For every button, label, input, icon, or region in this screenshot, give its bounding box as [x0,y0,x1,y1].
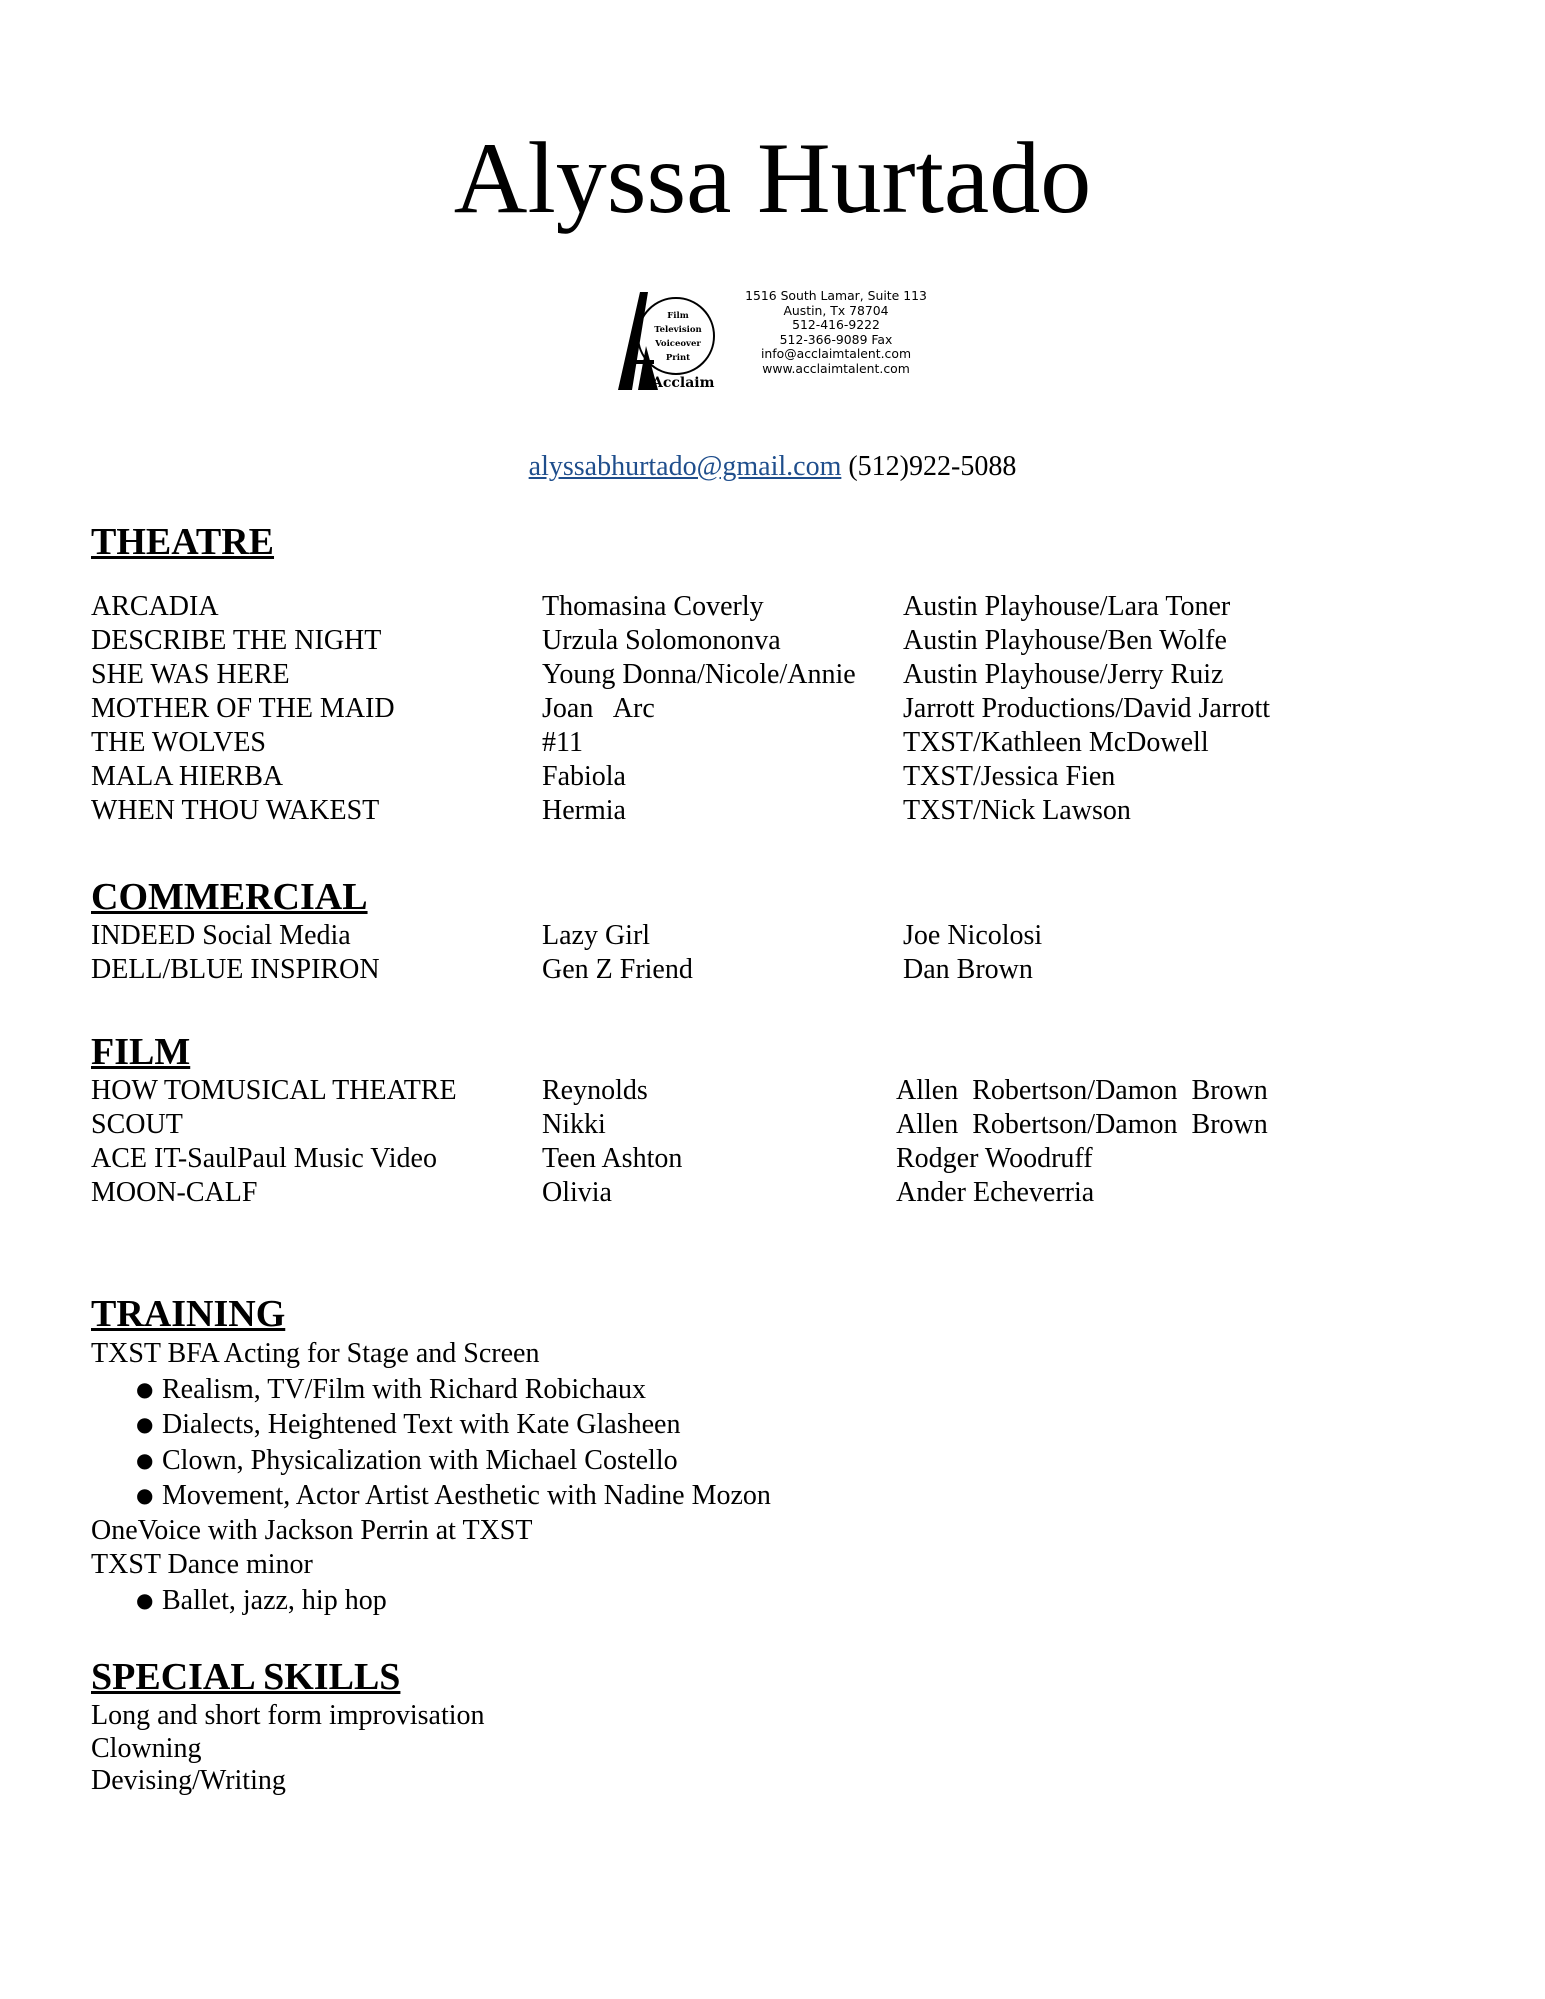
credit-title: DELL/BLUE INSPIRON [91,954,380,985]
contact-line [0,450,1545,484]
list-item [91,1443,771,1479]
list-item [91,1372,771,1408]
credit-company: Austin Playhouse/Jerry Ruiz [903,659,1224,690]
bullet-icon: ● [136,1376,154,1401]
bullet-icon: ● [136,1447,154,1472]
bullet-icon: ● [136,1587,154,1612]
credit-row [91,760,1391,794]
training-program: TXST BFA Acting for Stage and Screen [91,1338,540,1369]
credit-company: Jarrott Productions/David Jarrott [903,693,1271,724]
list-item-text: Ballet, jazz, hip hop [162,1584,387,1616]
credit-company: Ander Echeverria [896,1177,1095,1208]
film-heading: FILM [91,1031,191,1073]
credit-row [91,919,1391,953]
credit-title: SHE WAS HERE [91,659,290,690]
logo-word-voiceover: Voiceover [655,339,701,349]
credit-row [91,726,1391,760]
agency-website: www.acclaimtalent.com [762,360,910,376]
credit-company: Joe Nicolosi [903,920,1043,951]
credit-company: Austin Playhouse/Ben Wolfe [903,625,1227,656]
credit-company: Rodger Woodruff [896,1143,1093,1174]
logo-word-film: Film [667,311,689,321]
credit-title: MOON-CALF [91,1177,258,1208]
agency-address [730,289,942,377]
credit-row [91,692,1391,726]
credit-title: INDEED Social Media [91,920,351,951]
skill-item: Clowning [91,1732,202,1764]
list-item-text: Dialects, Heightened Text with Kate Glasheen [162,1409,681,1440]
credit-title: WHEN THOU WAKEST [91,795,380,826]
list-item [91,1478,771,1514]
credit-company: TXST/Jessica Fien [903,761,1116,792]
credit-role: Joan Arc [542,693,655,724]
special-skills-heading: SPECIAL SKILLS [91,1656,401,1698]
logo-word-television: Television [654,325,702,335]
list-item [91,1583,771,1619]
credit-row [91,1142,1391,1176]
theatre-credits [91,590,1391,828]
credit-role: Reynolds [542,1075,648,1106]
agency-city: Austin, Tx 78704 [783,302,889,318]
credit-title: MOTHER OF THE MAID [91,693,395,724]
credit-role: #11 [542,727,583,758]
bullet-icon: ● [136,1483,154,1507]
credit-role: Olivia [542,1177,612,1208]
agency-email: info@acclaimtalent.com [760,346,912,362]
credit-title: ARCADIA [91,591,219,622]
skill-item: Devising/Writing [91,1765,286,1796]
phone-number: (512)922-5088 [848,451,1017,482]
acclaim-logo [612,286,724,392]
theatre-heading: THEATRE [91,521,275,563]
commercial-heading: COMMERCIAL [91,876,368,918]
film-credits [91,1074,1391,1210]
training-heading: TRAINING [91,1293,286,1335]
logo-name: Acclaim [652,375,715,391]
training-onevoice: OneVoice with Jackson Perrin at TXST [91,1514,533,1546]
credit-role: Lazy Girl [542,920,651,951]
agency-fax: 512-366-9089 Fax [779,331,893,347]
credit-company: Austin Playhouse/Lara Toner [903,591,1231,622]
training-list [91,1337,771,1618]
email-link[interactable]: alyssabhurtado@gmail.com [528,451,842,482]
list-item-text: Realism, TV/Film with Richard Robichaux [162,1373,646,1405]
credit-role: Thomasina Coverly [542,591,764,622]
list-item [91,1407,771,1443]
credit-row [91,794,1391,828]
credit-row [91,624,1391,658]
credit-company: TXST/Kathleen McDowell [903,727,1209,758]
agency-street: 1516 South Lamar, Suite 113 [745,288,927,303]
bullet-icon: ● [136,1412,154,1436]
credit-title: MALA HIERBA [91,761,284,792]
list-item-text: Movement, Actor Artist Aesthetic with Nadine Mozon [162,1480,771,1511]
credit-row [91,1176,1391,1210]
skill-item: Long and short form improvisation [91,1700,485,1731]
credit-title: HOW TOMUSICAL THEATRE [91,1075,457,1106]
credit-row [91,590,1391,624]
credit-role: Teen Ashton [542,1143,683,1174]
credit-role: Young Donna/Nicole/Annie [542,659,856,690]
credit-company: Allen Robertson/Damon Brown [896,1075,1268,1106]
credit-title: SCOUT [91,1109,183,1140]
credit-role: Gen Z Friend [542,954,693,985]
page-title: Alyssa Hurtado [453,122,1092,235]
agency-logo-block [612,286,932,392]
credit-role: Nikki [542,1109,606,1140]
training-dance: TXST Dance minor [91,1549,313,1580]
credit-role: Hermia [542,795,626,826]
credit-company: TXST/Nick Lawson [903,795,1131,826]
list-item-text: Clown, Physicalization with Michael Costello [162,1444,678,1476]
skills-list [91,1700,485,1798]
credit-row [91,1108,1391,1142]
credit-row [91,658,1391,692]
credit-role: Fabiola [542,761,626,792]
logo-word-print: Print [665,353,691,363]
agency-phone: 512-416-9222 [792,317,880,333]
commercial-credits [91,919,1391,987]
credit-title: ACE IT-SaulPaul Music Video [91,1143,437,1174]
credit-role: Urzula Solomononva [542,625,781,656]
credit-company: Allen Robertson/Damon Brown [896,1109,1268,1140]
credit-row [91,953,1391,987]
credit-company: Dan Brown [903,954,1033,985]
credit-row [91,1074,1391,1108]
credit-title: THE WOLVES [91,727,266,758]
credit-title: DESCRIBE THE NIGHT [91,625,382,656]
